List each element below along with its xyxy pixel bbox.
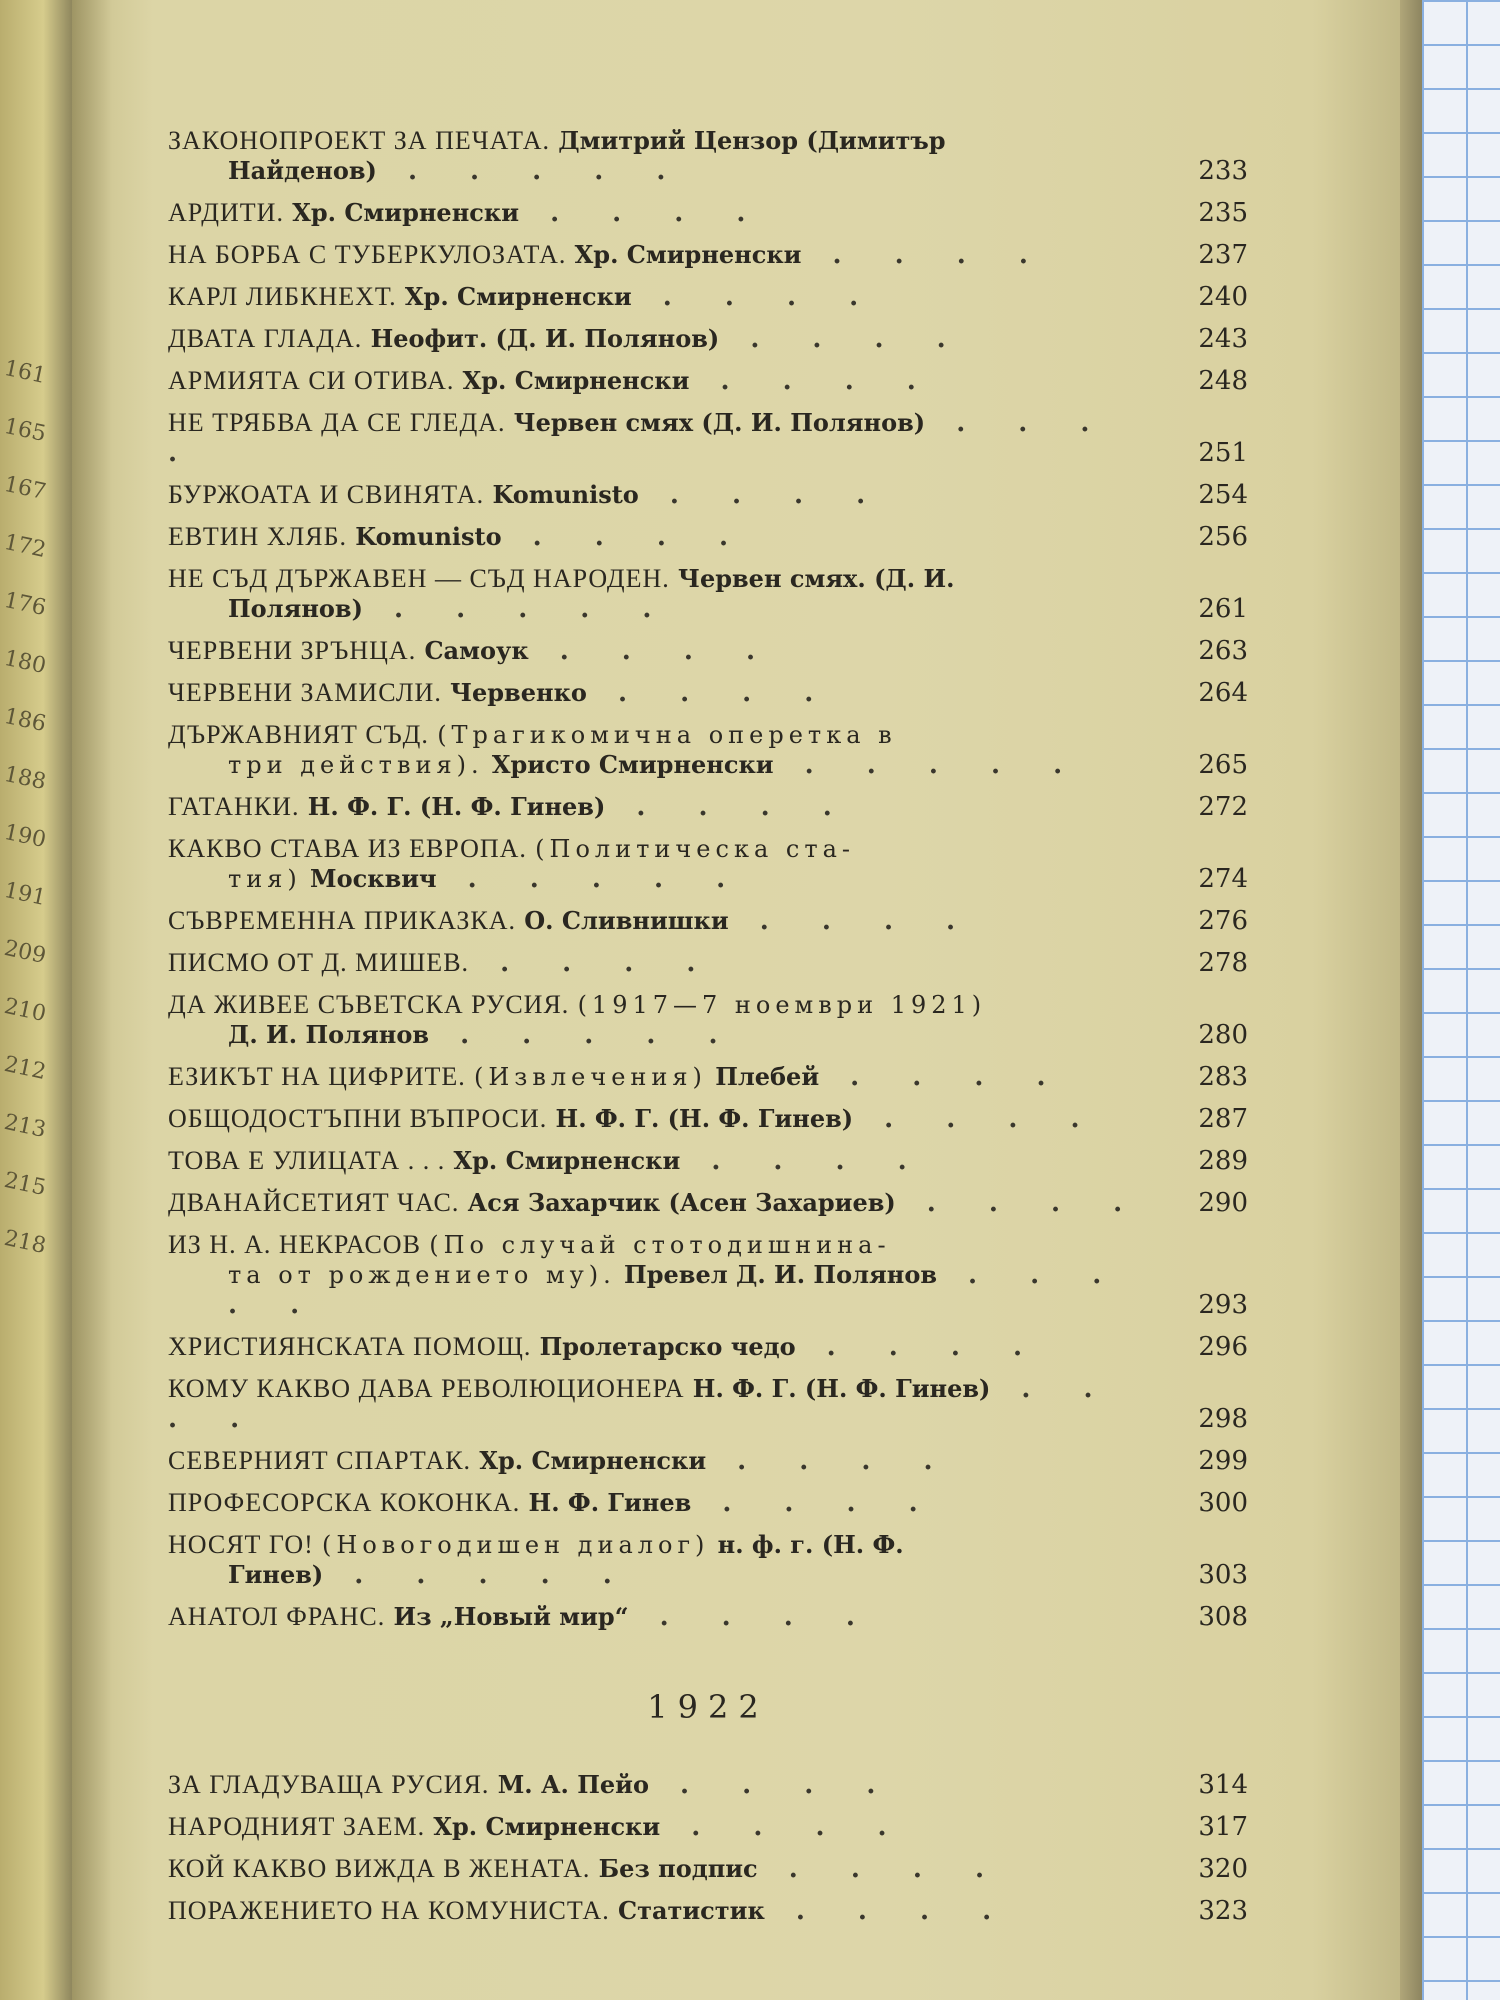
- leader-dots: . . . .: [680, 1146, 929, 1176]
- entry-note: (Политическа ста-: [535, 835, 856, 863]
- table-of-contents: [168, 126, 1248, 1938]
- entry-author: Плебей: [715, 1062, 820, 1091]
- toc-entry: [168, 1062, 1248, 1092]
- entry-author: Komunisto: [492, 480, 639, 509]
- entry-title: КАКВО СТАВА ИЗ ЕВРОПА.: [168, 834, 527, 863]
- toc-entry-line: [168, 408, 1158, 468]
- page-number: 317: [1198, 1812, 1248, 1842]
- entry-author-continued: Превел Д. И. Полянов: [624, 1260, 937, 1289]
- entry-author-continued: Д. И. Полянов: [228, 1020, 430, 1049]
- entry-author: Хр. Смирненски: [479, 1446, 707, 1475]
- left-page-number: 190: [1, 819, 49, 854]
- toc-entry: [168, 522, 1248, 552]
- toc-entry-line: [168, 1602, 1158, 1632]
- leader-dots: . . . . .: [228, 1260, 1124, 1320]
- entry-title: АРМИЯТА СИ ОТИВА.: [168, 366, 455, 395]
- toc-entry: [168, 636, 1248, 666]
- toc-entry-line: [168, 240, 1158, 270]
- entry-note: (Новогодишен диалог): [322, 1531, 710, 1559]
- entry-author: Ася Захарчик (Асен Захариев): [467, 1188, 896, 1217]
- entry-author: Н. Ф. Г. (Н. Ф. Гинев): [555, 1104, 854, 1133]
- entry-title: БУРЖОАТА И СВИНЯТА.: [168, 480, 485, 509]
- left-page-number: 209: [1, 935, 49, 970]
- left-page-number: 215: [1, 1167, 49, 1202]
- toc-entry-continuation: [168, 594, 1158, 624]
- left-page-number: 161: [1, 355, 49, 390]
- page-number: 308: [1198, 1602, 1248, 1632]
- leader-dots: . . . .: [168, 408, 1112, 468]
- entry-author: О. Сливнишки: [524, 906, 729, 935]
- page-number: 243: [1198, 324, 1248, 354]
- entry-title: ДЪРЖАВНИЯТ СЪД.: [168, 720, 429, 749]
- entry-note: (1917—7 ноември 1921): [577, 991, 987, 1019]
- toc-entry: [168, 1104, 1248, 1134]
- left-page-number: 191: [1, 877, 49, 912]
- toc-entry-line: [168, 1374, 1158, 1434]
- entry-title: АРДИТИ.: [168, 198, 284, 227]
- toc-entry: [168, 948, 1248, 978]
- page-number: 298: [1198, 1404, 1248, 1434]
- entry-author: Komunisto: [355, 522, 502, 551]
- toc-entry: [168, 1230, 1248, 1320]
- entry-title: ТОВА Е УЛИЦАТА . . .: [168, 1146, 446, 1175]
- entry-title: ДВАНАЙСЕТИЯТ ЧАС.: [168, 1188, 460, 1217]
- left-page-number: 172: [1, 529, 49, 564]
- toc-entry: [168, 282, 1248, 312]
- leader-dots: . . . .: [819, 1062, 1068, 1092]
- left-page-number: 165: [1, 413, 49, 448]
- page-number: 256: [1198, 522, 1248, 552]
- page-number: 280: [1198, 1020, 1248, 1050]
- leader-dots: . . . .: [691, 1488, 940, 1518]
- toc-entry-continuation: [168, 1020, 1158, 1050]
- page-number: 303: [1198, 1560, 1248, 1590]
- entry-title: НА БОРБА С ТУБЕРКУЛОЗАТА.: [168, 240, 567, 269]
- leader-dots: . . . .: [764, 1896, 1014, 1926]
- entry-title: ГАТАНКИ.: [168, 792, 300, 821]
- page-number: 323: [1198, 1896, 1248, 1926]
- toc-entry: [168, 1530, 1248, 1590]
- leader-dots: . . . . .: [436, 864, 748, 894]
- toc-entry: [168, 1146, 1248, 1176]
- entry-author-continued: Гинев): [228, 1560, 324, 1589]
- leader-dots: . . . . .: [376, 156, 688, 186]
- toc-entry: [168, 1374, 1248, 1434]
- entry-title: ДА ЖИВЕЕ СЪВЕТСКА РУСИЯ.: [168, 990, 570, 1019]
- entry-title: НАРОДНИЯТ ЗАЕМ.: [168, 1812, 426, 1841]
- entry-author-continued: Христо Смирненски: [491, 750, 774, 779]
- toc-entry: [168, 1188, 1248, 1218]
- toc-entry: [168, 1488, 1248, 1518]
- page-number: 299: [1198, 1446, 1248, 1476]
- leader-dots: . . . .: [628, 1602, 877, 1632]
- page-number: 240: [1198, 282, 1248, 312]
- entry-author: Хр. Смирненски: [462, 366, 690, 395]
- toc-entry-line: [168, 1446, 1158, 1476]
- toc-entry-line: [168, 1812, 1158, 1842]
- leader-dots: . . . .: [631, 282, 881, 312]
- page-number: 235: [1198, 198, 1248, 228]
- entry-title: ИЗ Н. А. НЕКРАСОВ: [168, 1230, 421, 1259]
- entry-title: ЕВТИН ХЛЯБ.: [168, 522, 347, 551]
- leader-dots: . . . .: [801, 240, 1050, 270]
- entry-author: Хр. Смирненски: [433, 1812, 661, 1841]
- page-number: 300: [1198, 1488, 1248, 1518]
- entry-author: Червен смях (Д. И. Полянов): [513, 408, 926, 437]
- page-number: 283: [1198, 1062, 1248, 1092]
- entry-author: Хр. Смирненски: [453, 1146, 681, 1175]
- toc-entry-line: [168, 834, 1158, 864]
- leader-dots: . . . .: [795, 1332, 1045, 1362]
- toc-entry-line: [168, 1332, 1158, 1362]
- toc-entry-line: [168, 198, 1158, 228]
- toc-entry-line: [168, 1146, 1158, 1176]
- entry-author-continued: Москвич: [310, 864, 437, 893]
- toc-entry: [168, 1770, 1248, 1800]
- toc-entry: [168, 1602, 1248, 1632]
- toc-entry: [168, 678, 1248, 708]
- left-page-number: 176: [1, 587, 49, 622]
- entry-author: Червенко: [450, 678, 587, 707]
- toc-entry-line: [168, 1488, 1158, 1518]
- toc-entry-continuation: [168, 1260, 1158, 1320]
- left-page-number: 167: [1, 471, 49, 506]
- entry-title: ПОРАЖЕНИЕТО НА КОМУНИСТА.: [168, 1896, 610, 1925]
- entry-title: КОЙ КАКВО ВИЖДА В ЖЕНАТА.: [168, 1854, 591, 1883]
- entry-note: (По случай стотодишнина-: [429, 1231, 891, 1259]
- toc-entry: [168, 564, 1248, 624]
- entry-author-continued: Полянов): [228, 594, 363, 623]
- entry-note: (Трагикомична оперетка в: [437, 721, 897, 749]
- toc-entry: [168, 1332, 1248, 1362]
- entry-author: Хр. Смирненски: [292, 198, 520, 227]
- page-number: 272: [1198, 792, 1248, 822]
- page-number: 261: [1198, 594, 1248, 624]
- entry-title: СЪВРЕМЕННА ПРИКАЗКА.: [168, 906, 516, 935]
- entry-title: ОБЩОДОСТЪПНИ ВЪПРОСИ.: [168, 1104, 548, 1133]
- entry-title: НЕ СЪД ДЪРЖАВЕН — СЪД НАРОДЕН.: [168, 564, 670, 593]
- toc-entry: [168, 240, 1248, 270]
- toc-entry-line: [168, 522, 1158, 552]
- toc-entry-line: [168, 1188, 1158, 1218]
- leader-dots: . . . .: [519, 198, 768, 228]
- entry-note-continued: тия): [228, 865, 302, 893]
- page-gutter-shadow: [72, 0, 112, 2000]
- toc-entry-continuation: [168, 750, 1158, 780]
- entry-title: ХРИСТИЯНСКАТА ПОМОЩ.: [168, 1332, 532, 1361]
- leader-dots: . . . . .: [362, 594, 674, 624]
- entry-author: Червен смях. (Д. И.: [678, 564, 955, 593]
- toc-entry-line: [168, 720, 1158, 750]
- toc-entry-line: [168, 1104, 1158, 1134]
- page-number: 264: [1198, 678, 1248, 708]
- page-number: 296: [1198, 1332, 1248, 1362]
- page-number: 289: [1198, 1146, 1248, 1176]
- page-number: 274: [1198, 864, 1248, 894]
- leader-dots: . . . .: [895, 1188, 1145, 1218]
- entry-author: Из „Новый мир“: [393, 1602, 629, 1631]
- page-number: 265: [1198, 750, 1248, 780]
- toc-entry: [168, 990, 1248, 1050]
- leader-dots: . . . . .: [429, 1020, 740, 1050]
- leader-dots: . . . .: [501, 522, 751, 552]
- toc-entry: [168, 408, 1248, 468]
- leader-dots: . . . . .: [773, 750, 1085, 780]
- entry-title: НЕ ТРЯБВА ДА СЕ ГЛЕДА.: [168, 408, 506, 437]
- entry-title: ЗА ГЛАДУВАЩА РУСИЯ.: [168, 1770, 490, 1799]
- page-number: 320: [1198, 1854, 1248, 1884]
- page-number: 276: [1198, 906, 1248, 936]
- entry-title: ПРОФЕСОРСКА КОКОНКА.: [168, 1488, 521, 1517]
- toc-entry-line: [168, 564, 1158, 594]
- toc-entries-1922: [168, 1770, 1248, 1926]
- left-page-number: 180: [1, 645, 49, 680]
- toc-entry: [168, 1446, 1248, 1476]
- entry-title: ЧЕРВЕНИ ЗРЪНЦА.: [168, 636, 417, 665]
- left-page-edge: [0, 0, 72, 2000]
- toc-entry: [168, 1854, 1248, 1884]
- toc-entry-line: [168, 1854, 1158, 1884]
- page-number: 233: [1198, 156, 1248, 186]
- toc-entry-line: [168, 906, 1158, 936]
- entry-author: Пролетарско чедо: [539, 1332, 796, 1361]
- page-edge: [1400, 0, 1422, 2000]
- leader-dots: . . . .: [660, 1812, 909, 1842]
- page-number: 314: [1198, 1770, 1248, 1800]
- toc-entry-line: [168, 324, 1158, 354]
- toc-entry: [168, 324, 1248, 354]
- page-number: 278: [1198, 948, 1248, 978]
- toc-entry: [168, 126, 1248, 186]
- leader-dots: . . . .: [528, 636, 778, 666]
- toc-entry-continuation: [168, 864, 1158, 894]
- entry-title: АНАТОЛ ФРАНС.: [168, 1602, 386, 1631]
- entry-title: ЕЗИКЪТ НА ЦИФРИТЕ.: [168, 1062, 466, 1091]
- toc-entry: [168, 1812, 1248, 1842]
- left-page-number: 210: [1, 993, 49, 1028]
- toc-entries: [168, 126, 1248, 1632]
- toc-entry: [168, 1896, 1248, 1926]
- left-page-number: 188: [1, 761, 49, 796]
- toc-entry-line: [168, 126, 1158, 156]
- entry-title: ЧЕРВЕНИ ЗАМИСЛИ.: [168, 678, 442, 707]
- left-page-number: 213: [1, 1109, 49, 1144]
- toc-entry-continuation: [168, 156, 1158, 186]
- toc-entry-line: [168, 366, 1158, 396]
- entry-author: Без подпис: [598, 1854, 758, 1883]
- toc-entry-line: [168, 1062, 1158, 1092]
- entry-title: НОСЯТ ГО!: [168, 1530, 314, 1559]
- entry-author: Н. Ф. Г. (Н. Ф. Гинев): [307, 792, 606, 821]
- page-number: 251: [1198, 438, 1248, 468]
- entry-author: Хр. Смирненски: [404, 282, 632, 311]
- leader-dots: . . . .: [719, 324, 968, 354]
- entry-title: СЕВЕРНИЯТ СПАРТАК.: [168, 1446, 472, 1475]
- entry-author: Статистик: [617, 1896, 765, 1925]
- toc-entry-line: [168, 1230, 1158, 1260]
- entry-title: КОМУ КАКВО ДАВА РЕВОЛЮЦИОНЕРА: [168, 1374, 685, 1403]
- leader-dots: . . . .: [638, 480, 888, 510]
- left-page-number: 186: [1, 703, 49, 738]
- toc-entry-line: [168, 948, 1158, 978]
- toc-entry-line: [168, 1530, 1158, 1560]
- entry-author: Самоук: [424, 636, 529, 665]
- entry-title: ПИСМО ОТ Д. МИШЕВ.: [168, 948, 470, 977]
- toc-entry: [168, 720, 1248, 780]
- leader-dots: . . . .: [586, 678, 836, 708]
- entry-author: Хр. Смирненски: [574, 240, 802, 269]
- leader-dots: . . . .: [168, 1374, 1115, 1434]
- entry-author: Дмитрий Цензор (Димитър: [558, 126, 946, 155]
- entry-note: (Извлечения): [474, 1063, 707, 1091]
- left-page-number: 212: [1, 1051, 49, 1086]
- leader-dots: . . . .: [728, 906, 978, 936]
- entry-title: ДВАТА ГЛАДА.: [168, 324, 363, 353]
- leader-dots: . . . . .: [323, 1560, 634, 1590]
- leader-dots: . . . .: [605, 792, 854, 822]
- entry-author: н. ф. г. (Н. Ф.: [717, 1530, 904, 1559]
- page-number: 293: [1198, 1290, 1248, 1320]
- leader-dots: . . . .: [706, 1446, 955, 1476]
- toc-entry: [168, 906, 1248, 936]
- leader-dots: . . . .: [469, 948, 718, 978]
- entry-author: Н. Ф. Г. (Н. Ф. Гинев): [692, 1374, 991, 1403]
- entry-title: ЗАКОНОПРОЕКТ ЗА ПЕЧАТА.: [168, 126, 550, 155]
- toc-entry: [168, 834, 1248, 894]
- toc-entry: [168, 480, 1248, 510]
- leader-dots: . . . .: [648, 1770, 898, 1800]
- toc-entry-line: [168, 1896, 1158, 1926]
- leader-dots: . . . .: [757, 1854, 1007, 1884]
- page-number: 237: [1198, 240, 1248, 270]
- page-number: 290: [1198, 1188, 1248, 1218]
- toc-entry: [168, 198, 1248, 228]
- year-heading: 1922: [647, 1688, 769, 1726]
- toc-entry-line: [168, 678, 1158, 708]
- toc-entry: [168, 792, 1248, 822]
- entry-author: Неофит. (Д. И. Полянов): [370, 324, 720, 353]
- entry-title: КАРЛ ЛИБКНЕХТ.: [168, 282, 397, 311]
- leader-dots: . . . .: [689, 366, 938, 396]
- entry-author: М. А. Пейо: [497, 1770, 649, 1799]
- page-number: 287: [1198, 1104, 1248, 1134]
- entry-author: Н. Ф. Гинев: [528, 1488, 692, 1517]
- page-number: 248: [1198, 366, 1248, 396]
- entry-note-continued: три действия).: [228, 751, 484, 779]
- entry-author-continued: Найденов): [228, 156, 377, 185]
- toc-entry-continuation: [168, 1560, 1158, 1590]
- page-number: 254: [1198, 480, 1248, 510]
- toc-entry: [168, 366, 1248, 396]
- toc-entry-line: [168, 282, 1158, 312]
- toc-entry-line: [168, 990, 1158, 1020]
- page-number: 263: [1198, 636, 1248, 666]
- toc-entry-line: [168, 636, 1158, 666]
- entry-note-continued: та от рождението му).: [228, 1261, 616, 1289]
- leader-dots: . . . .: [853, 1104, 1102, 1134]
- toc-entry-line: [168, 480, 1158, 510]
- grid-paper-background: [1422, 0, 1500, 2000]
- toc-entry-line: [168, 1770, 1158, 1800]
- toc-entry-line: [168, 792, 1158, 822]
- left-page-number: 218: [1, 1225, 49, 1260]
